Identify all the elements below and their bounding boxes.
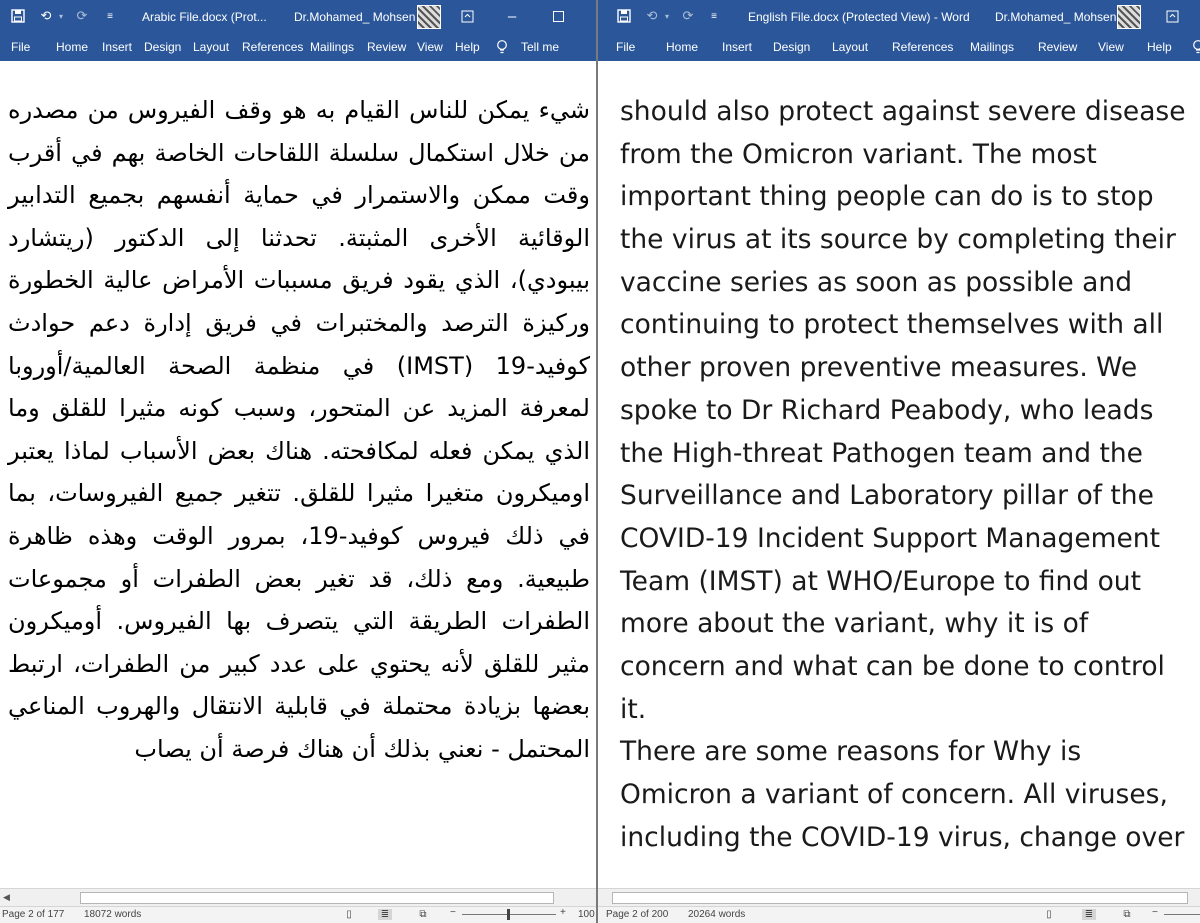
text-line: concern and what can be done to control: [620, 650, 1165, 682]
text-line: vaccine series as soon as possible and: [620, 266, 1133, 298]
tab-view[interactable]: View: [417, 40, 443, 54]
tab-layout[interactable]: Layout: [832, 40, 869, 54]
tab-mailings[interactable]: Mailings: [310, 40, 355, 54]
tell-me-search[interactable]: Tell me: [521, 40, 560, 54]
text-line: more about the variant, why it is of: [620, 608, 1089, 640]
word-count[interactable]: 20264 words: [688, 909, 746, 920]
zoom-slider[interactable]: [1164, 914, 1200, 915]
zoom-out-icon[interactable]: −: [1152, 907, 1158, 918]
tab-layout[interactable]: Layout: [193, 40, 230, 54]
tab-review[interactable]: Review: [367, 40, 407, 54]
ribbon-display-icon[interactable]: [459, 8, 475, 24]
page-count[interactable]: Page 2 of 177: [2, 909, 65, 920]
page-count[interactable]: Page 2 of 200: [606, 909, 669, 920]
tab-references[interactable]: References: [892, 40, 954, 54]
document-page[interactable]: [0, 61, 596, 889]
scroll-left-icon[interactable]: ◀: [3, 892, 10, 902]
save-icon[interactable]: [10, 8, 26, 24]
avatar[interactable]: [417, 5, 441, 29]
ribbon-tabs: [0, 33, 596, 61]
redo-icon[interactable]: ⟳: [76, 8, 88, 23]
print-layout-icon[interactable]: ≣: [1082, 909, 1096, 920]
tab-file[interactable]: File: [616, 40, 636, 54]
horizontal-scrollbar[interactable]: [0, 888, 596, 907]
web-layout-icon[interactable]: ⧉: [419, 909, 427, 920]
text-line: the High-threat Pathogen team and the: [620, 437, 1143, 469]
title-bar: [598, 0, 1200, 33]
web-layout-icon[interactable]: ⧉: [1123, 909, 1131, 920]
text-line: There are some reasons for Why is: [620, 736, 1082, 768]
title-bar: [0, 0, 596, 33]
tab-home[interactable]: Home: [666, 40, 699, 54]
user-name[interactable]: Dr.Mohamed_ Mohsen: [294, 10, 416, 24]
text-line: from the Omicron variant. The most: [620, 138, 1097, 170]
tab-view[interactable]: View: [1098, 40, 1124, 54]
undo-icon[interactable]: ⟲: [646, 8, 658, 23]
tab-home[interactable]: Home: [56, 40, 89, 54]
tab-insert[interactable]: Insert: [102, 40, 133, 54]
read-mode-icon[interactable]: ▯: [1046, 909, 1052, 920]
text-line: should also protect against severe disease: [620, 96, 1186, 127]
zoom-out-icon[interactable]: −: [450, 907, 456, 918]
maximize-icon[interactable]: [550, 8, 566, 24]
undo-dropdown-icon[interactable]: ▾: [664, 11, 669, 21]
horizontal-scrollbar[interactable]: [598, 888, 1200, 907]
ribbon-tabs: [598, 33, 1200, 61]
scrollbar-thumb[interactable]: [612, 892, 1188, 904]
redo-icon[interactable]: ⟳: [682, 8, 694, 23]
tab-file[interactable]: File: [11, 40, 31, 54]
read-mode-icon[interactable]: ▯: [346, 909, 352, 920]
lightbulb-icon[interactable]: [496, 40, 508, 57]
text-line: it.: [620, 693, 647, 725]
text-line: Surveillance and Laboratory pillar of the: [620, 480, 1154, 512]
english-body-text: [620, 91, 1200, 859]
text-line: Team (IMST) at WHO/Europe to find out: [620, 565, 1141, 597]
tab-review[interactable]: Review: [1038, 40, 1078, 54]
tab-references[interactable]: References: [242, 40, 304, 54]
text-line: continuing to protect themselves with all: [620, 309, 1164, 341]
text-line: including the COVID-19 virus, change over: [620, 821, 1185, 853]
document-title: English File.docx (Protected View) - Word: [748, 10, 970, 24]
document-title: Arabic File.docx (Prot...: [142, 10, 267, 24]
lightbulb-icon[interactable]: [1192, 40, 1200, 57]
english-word-window: [598, 0, 1200, 923]
word-count[interactable]: 18072 words: [84, 909, 142, 920]
zoom-in-icon[interactable]: +: [560, 907, 566, 918]
text-line: the virus at its source by completing their: [620, 224, 1176, 256]
tab-mailings[interactable]: Mailings: [970, 40, 1015, 54]
avatar[interactable]: [1117, 5, 1141, 29]
undo-icon[interactable]: ⟲: [40, 8, 52, 23]
minimize-icon[interactable]: –: [507, 7, 517, 25]
document-page[interactable]: [598, 61, 1200, 889]
arabic-body-text: شيء يمكن للناس القيام به هو وقف الفيروس من مصدره من خلال استكمال سلسلة اللقاحات الخاصة بهم في أقرب وقت ممكن والاستمرار في حماية أنفسهم بجميع التدابير الوقائية الأخرى المثبتة. تحدثنا إلى الدكتور (ريتشارد بيبودي)، الذي يقود فريق مسببات الأمراض عالية الخطورة وركيزة الترصد والمختبرات في فريق إدارة دعم حوادث كوفيد-19 (IMST) في منظمة الصحة العالمية/أوروبا لمعرفة المزيد عن المتحور، وسبب كونه مثيرا للقلق وما الذي يمكن فعله لمكافحته. هناك بعض الأسباب لماذا يعتبر اوميكرون متغيرا مثيرا للقلق. تتغير جميع الفيروسات، بما في ذلك فيروس كوفيد-19، بمرور الوقت وهذه ظاهرة طبيعية. ومع ذلك، قد تغير بعض الطفرات أو مجموعات الطفرات الطريقة التي يتصرف بها الفيروس. أوميكرون مثير للقلق لأنه يحتوي على عدد كبير من الطفرات، ارتبط بعضها بزيادة محتملة في قابلية الانتقال والهروب المناعي المحتمل - نعني بذلك أن هناك فرصة أن يصاب: [8, 96, 590, 763]
tab-help[interactable]: Help: [455, 40, 480, 54]
tab-design[interactable]: Design: [144, 40, 182, 54]
zoom-level[interactable]: 100: [578, 909, 595, 920]
tab-design[interactable]: Design: [773, 40, 811, 54]
print-layout-icon[interactable]: ≣: [378, 909, 392, 920]
status-bar: [598, 906, 1200, 923]
user-name[interactable]: Dr.Mohamed_ Mohsen: [995, 10, 1117, 24]
text-line: important thing people can do is to stop: [620, 181, 1154, 213]
customize-qat-icon[interactable]: ≡: [107, 10, 113, 22]
scrollbar-thumb[interactable]: [80, 892, 554, 904]
text-line: COVID-19 Incident Support Management: [620, 522, 1160, 554]
save-icon[interactable]: [616, 8, 632, 24]
tab-insert[interactable]: Insert: [722, 40, 753, 54]
text-line: other proven preventive measures. We: [620, 352, 1138, 384]
zoom-slider-thumb[interactable]: [507, 909, 510, 920]
arabic-word-window: [0, 0, 596, 923]
ribbon-display-icon[interactable]: [1164, 8, 1180, 24]
text-line: Omicron a variant of concern. All viruses,: [620, 779, 1168, 810]
tab-help[interactable]: Help: [1147, 40, 1172, 54]
undo-dropdown-icon[interactable]: ▾: [58, 11, 63, 21]
status-bar: [0, 906, 596, 923]
text-line: spoke to Dr Richard Peabody, who leads: [620, 394, 1154, 426]
customize-qat-icon[interactable]: ≡: [711, 10, 717, 22]
